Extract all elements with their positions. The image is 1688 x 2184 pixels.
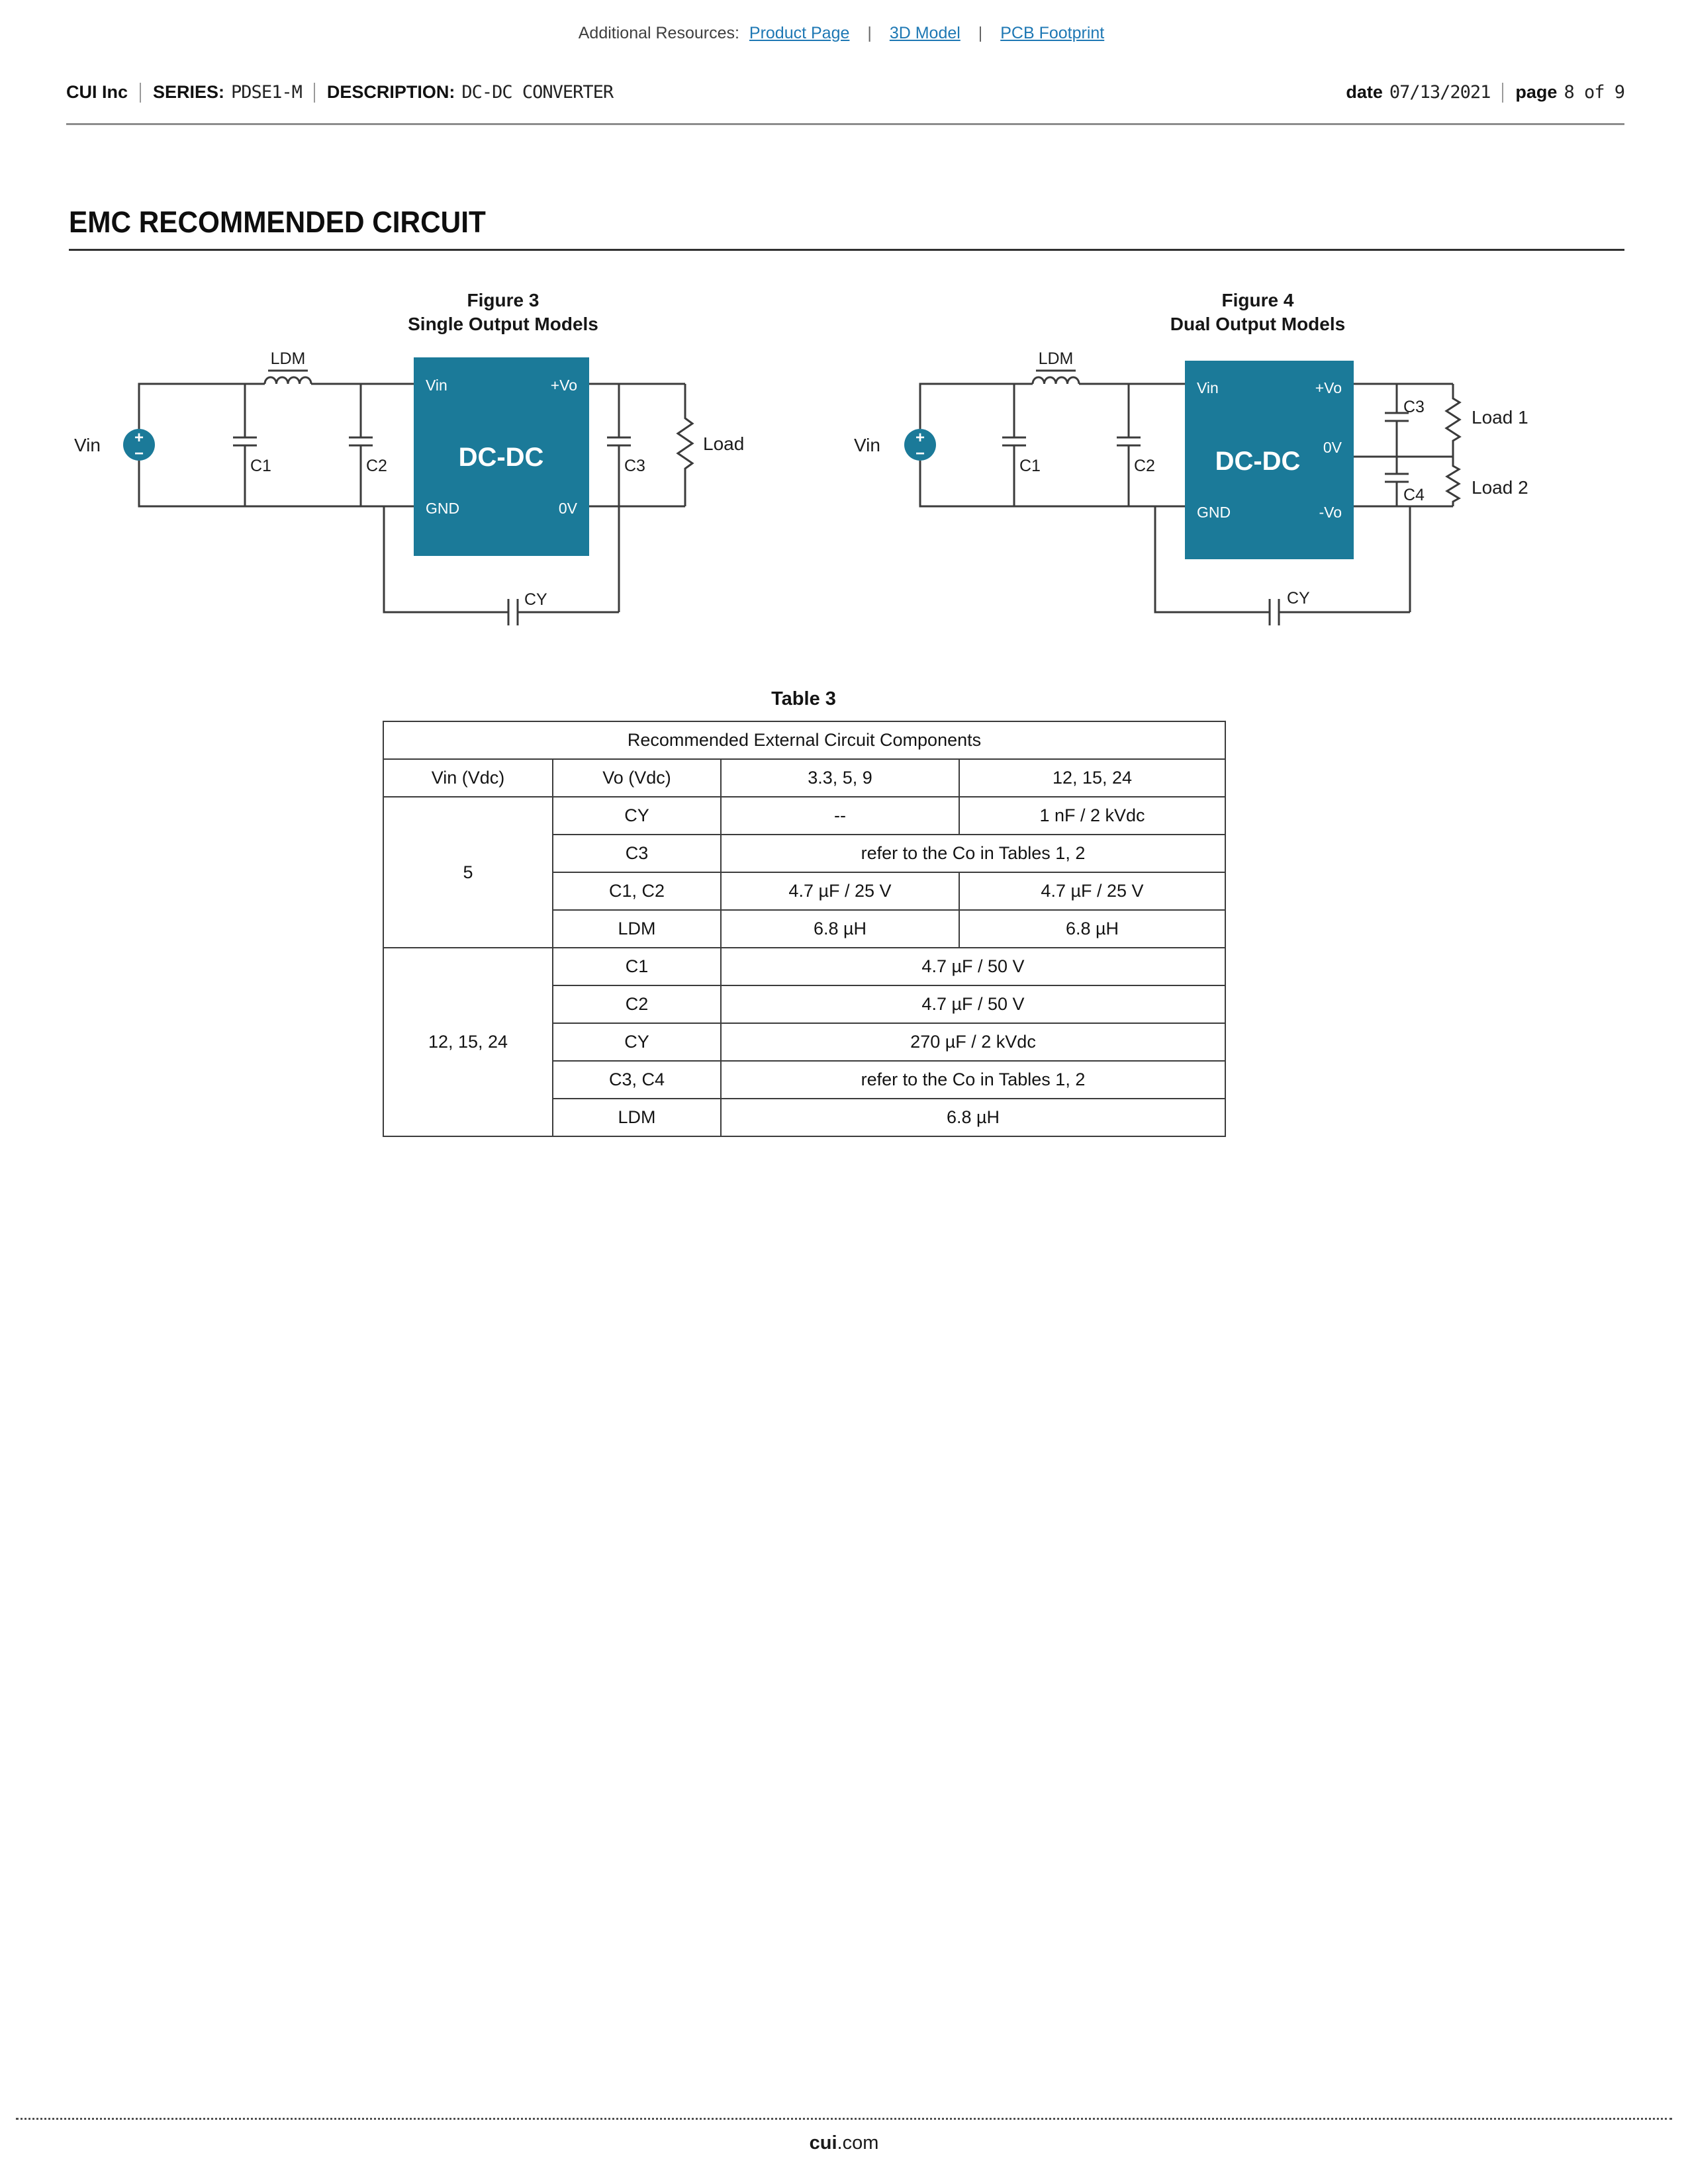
vin-label: Vin: [74, 435, 101, 455]
col-header-vo-high: 12, 15, 24: [959, 759, 1225, 797]
header-divider: [1502, 83, 1503, 103]
description-label: DESCRIPTION:: [326, 82, 455, 102]
load1-resistor-symbol: [1446, 384, 1460, 457]
c3-label: C3: [1403, 398, 1425, 416]
section-rule: [69, 249, 1624, 251]
link-3d-model[interactable]: 3D Model: [889, 24, 961, 42]
link-product-page[interactable]: Product Page: [749, 24, 850, 42]
load-label: Load: [703, 433, 745, 454]
document-header: [66, 82, 1624, 103]
inductor-symbol: [265, 377, 311, 384]
table-header-row: [383, 721, 1225, 759]
figure3-title-line: Figure 3: [467, 290, 539, 310]
capacitor-c3-symbol: [1385, 384, 1409, 457]
link-pcb-footprint[interactable]: PCB Footprint: [1000, 24, 1105, 42]
table3-title: Table 3: [771, 688, 836, 709]
c1-label: C1: [1019, 457, 1041, 475]
pin-label-gnd: GND: [426, 500, 460, 517]
capacitor-c3-symbol: [607, 384, 631, 506]
dcdc-block-name: DC-DC: [1215, 447, 1301, 476]
footer-brand: cui: [809, 2132, 837, 2154]
figure4-title-line: Figure 4: [1221, 290, 1294, 310]
header-rule: [66, 123, 1624, 125]
capacitor-c2-symbol: [1117, 384, 1141, 506]
date-label: date: [1346, 82, 1383, 102]
footer-dotted-rule: [16, 2118, 1672, 2120]
footer: [0, 2132, 1688, 2154]
load2-label: Load 2: [1472, 477, 1528, 498]
cell-component: CY: [553, 797, 721, 835]
table-3: [383, 721, 1226, 1137]
capacitor-c1-symbol: [1002, 384, 1026, 506]
header-right: [1346, 82, 1624, 103]
c2-label: C2: [366, 457, 387, 475]
header-left: [66, 82, 613, 103]
cell-value: 270 µF / 2 kVdc: [721, 1023, 1225, 1061]
section-title: EMC RECOMMENDED CIRCUIT: [69, 205, 486, 239]
load2-resistor-symbol: [1447, 457, 1459, 506]
inductor-symbol: [1033, 377, 1079, 384]
series-value: PDSE1-M: [231, 82, 302, 103]
source-minus-sign: −: [915, 445, 925, 463]
cell-value: 4.7 µF / 25 V: [721, 872, 959, 910]
pin-label-vin: Vin: [1197, 379, 1219, 396]
pin-label-0v: 0V: [558, 500, 577, 517]
figure3-title: [305, 289, 702, 336]
figure3-circuit-diagram: [60, 344, 761, 649]
cell-value: refer to the Co in Tables 1, 2: [721, 1061, 1225, 1099]
description-value: DC-DC CONVERTER: [461, 82, 614, 103]
c3-label: C3: [624, 457, 645, 475]
input-wires: [920, 384, 1185, 506]
fig3-dcdc-block: [414, 357, 589, 556]
cell-value: 4.7 µF / 50 V: [721, 948, 1225, 985]
ldm-label: LDM: [1038, 349, 1074, 368]
cell-value: 6.8 µH: [721, 1099, 1225, 1136]
date-value: 07/13/2021: [1389, 82, 1491, 103]
cell-component: C1: [553, 948, 721, 985]
c4-label: C4: [1403, 486, 1425, 504]
cell-component: LDM: [553, 910, 721, 948]
header-divider: [314, 83, 315, 103]
cell-value: 4.7 µF / 50 V: [721, 985, 1225, 1023]
cell-value: 1 nF / 2 kVdc: [959, 797, 1225, 835]
cy-label: CY: [1287, 589, 1310, 608]
cell-vin-group: 12, 15, 24: [383, 948, 553, 1136]
footer-domain: .com: [837, 2132, 879, 2154]
col-header-vin: Vin (Vdc): [383, 759, 553, 797]
header-divider: [140, 83, 141, 103]
table-header-cell: Recommended External Circuit Components: [383, 721, 1225, 759]
fig4-dcdc-block: [1185, 361, 1354, 559]
resources-label: Additional Resources:: [578, 24, 739, 42]
c1-label: C1: [250, 457, 271, 475]
table-column-header-row: [383, 759, 1225, 797]
capacitor-c1-symbol: [233, 384, 257, 506]
col-header-vo: Vo (Vdc): [553, 759, 721, 797]
c2-label: C2: [1134, 457, 1155, 475]
table-row: [383, 948, 1225, 985]
capacitor-c2-symbol: [349, 384, 373, 506]
figure4-subtitle: Dual Output Models: [1170, 314, 1346, 334]
table3-section: [383, 688, 1225, 1137]
source-plus-sign: +: [134, 429, 144, 447]
pin-label-pvo: +Vo: [1315, 379, 1342, 396]
cell-value: 4.7 µF / 25 V: [959, 872, 1225, 910]
cell-component: LDM: [553, 1099, 721, 1136]
cell-value: 6.8 µH: [721, 910, 959, 948]
series-label: SERIES:: [153, 82, 225, 102]
pin-label-gnd: GND: [1197, 504, 1231, 521]
cell-component: C1, C2: [553, 872, 721, 910]
table-row: [383, 797, 1225, 835]
page-label: page: [1515, 82, 1558, 102]
vin-label: Vin: [854, 435, 880, 455]
cell-component: C2: [553, 985, 721, 1023]
company-name: CUI Inc: [66, 82, 128, 102]
cell-value: 6.8 µH: [959, 910, 1225, 948]
source-minus-sign: −: [134, 445, 144, 463]
figure4-circuit-diagram: [827, 344, 1642, 649]
pin-label-0v: 0V: [1323, 439, 1342, 456]
fig3-input-source: [123, 429, 155, 463]
source-plus-sign: +: [915, 429, 925, 447]
link-separator: |: [978, 24, 983, 42]
cell-component: C3: [553, 835, 721, 872]
cell-component: CY: [553, 1023, 721, 1061]
fig3-component-labels: [74, 349, 744, 609]
load1-label: Load 1: [1472, 407, 1528, 428]
col-header-vo-low: 3.3, 5, 9: [721, 759, 959, 797]
cell-value: refer to the Co in Tables 1, 2: [721, 835, 1225, 872]
load-resistor-symbol: [678, 384, 692, 506]
pin-label-pvo: +Vo: [550, 377, 577, 394]
fig4-input-source: [904, 429, 936, 463]
pin-label-vin: Vin: [426, 377, 447, 394]
cy-label: CY: [524, 590, 547, 609]
figure4-title: [1059, 289, 1456, 336]
additional-resources: [0, 24, 1688, 43]
link-separator: |: [867, 24, 872, 42]
cell-vin-group: 5: [383, 797, 553, 948]
dcdc-block-name: DC-DC: [458, 443, 544, 472]
page-number: 8 of 9: [1564, 82, 1624, 103]
figure3-subtitle: Single Output Models: [408, 314, 598, 334]
ldm-label: LDM: [270, 349, 306, 368]
output-wires: [589, 384, 685, 506]
cell-component: C3, C4: [553, 1061, 721, 1099]
cell-value: --: [721, 797, 959, 835]
pin-label-nvo: -Vo: [1319, 504, 1342, 521]
